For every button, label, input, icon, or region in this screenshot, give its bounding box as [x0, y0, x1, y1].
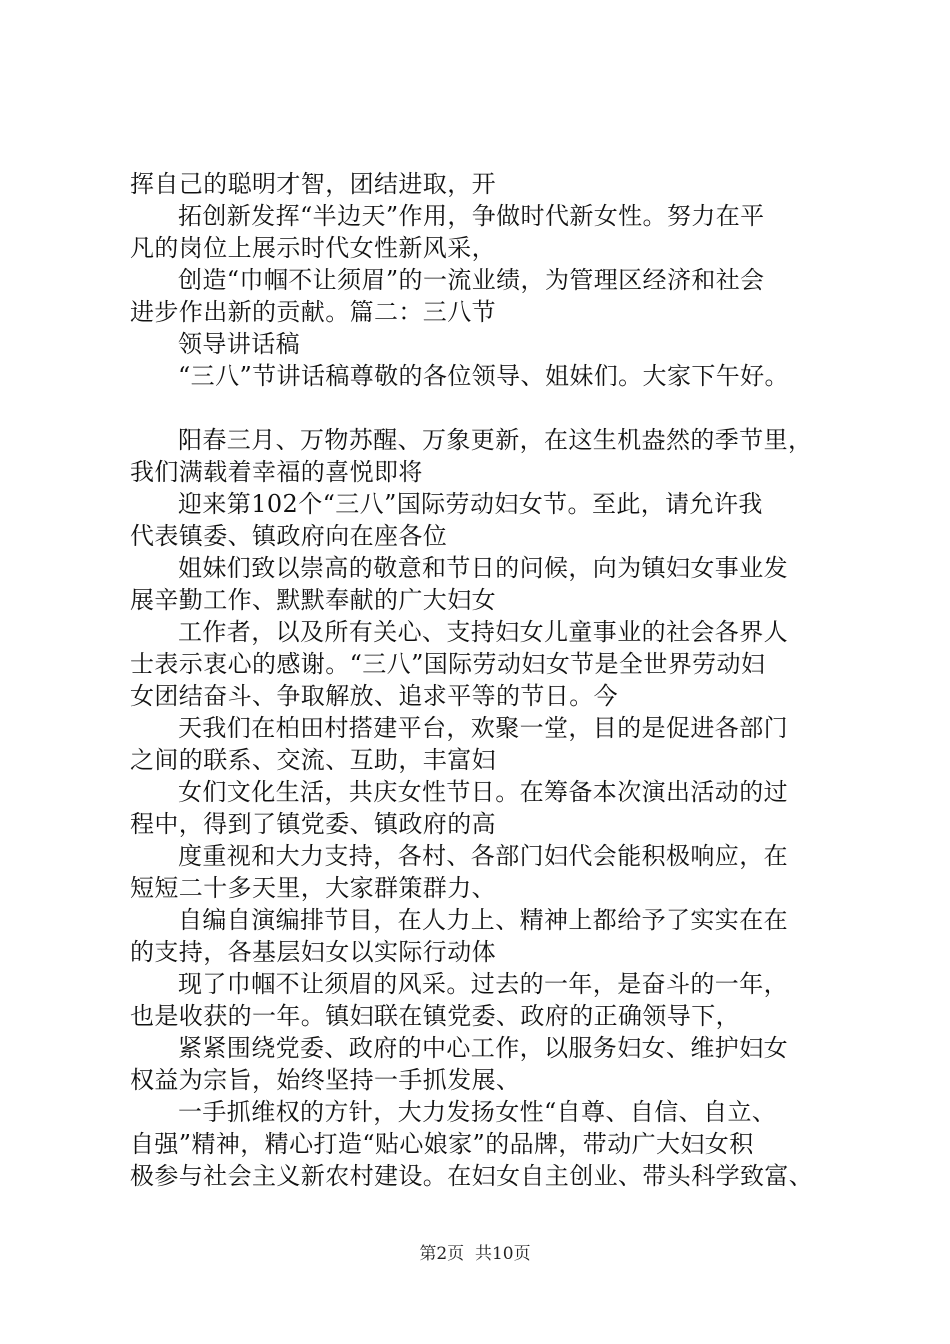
text-line: 女团结奋斗、争取解放、追求平等的节日。今 [130, 682, 618, 710]
text-line: 挥自己的聪明才智，团结进取，开 [130, 170, 496, 198]
text-line: 凡的岗位上展示时代女性新风采， [130, 234, 496, 262]
text-line: 权益为宗旨，始终坚持一手抓发展、 [130, 1066, 521, 1094]
text-line: 之间的联系、交流、互助，丰富妇 [130, 746, 496, 774]
text-line: 拓创新发挥“半边天”作用，争做时代新女性。努力在平 [178, 202, 765, 230]
text-line: 程中，得到了镇党委、镇政府的高 [130, 810, 496, 838]
blank-line [130, 392, 840, 424]
text-line: 自强”精神，精心打造“贴心娘家”的品牌，带动广大妇女积 [130, 1130, 754, 1158]
text-line: 自编自演编排节目，在人力上、精神上都给予了实实在在 [178, 906, 788, 934]
text-line: 女们文化生活，共庆女性节日。在筹备本次演出活动的过 [178, 778, 788, 806]
page-number-label: 第2页 共10页 [419, 1244, 531, 1264]
text-line: 也是收获的一年。镇妇联在镇党委、政府的正确领导下， [130, 1002, 740, 1030]
page-footer [0, 1242, 950, 1266]
text-line: 一手抓维权的方针，大力发扬女性“自尊、自信、自立、 [178, 1098, 777, 1126]
text-line: 现了巾帼不让须眉的风采。过去的一年，是奋斗的一年， [178, 970, 788, 998]
text-line: 进步作出新的贡献。篇二：三八节 [130, 298, 496, 326]
text-line: “三八”节讲话稿尊敬的各位领导、姐妹们。大家下午好。 [178, 362, 789, 390]
text-line: 阳春三月、万物苏醒、万象更新，在这生机盎然的季节里， [178, 426, 813, 454]
text-line: 的支持，各基层妇女以实际行动体 [130, 938, 496, 966]
text-line: 度重视和大力支持，各村、各部门妇代会能积极响应，在 [178, 842, 788, 870]
text-line: 短短二十多天里，大家群策群力、 [130, 874, 496, 902]
text-line: 迎来第102个“三八”国际劳动妇女节。至此，请允许我 [178, 490, 763, 518]
document-body [130, 168, 840, 1192]
text-line: 极参与社会主义新农村建设。在妇女自主创业、带头科学致富、 [130, 1162, 814, 1190]
text-line: 创造“巾帼不让须眉”的一流业绩，为管理区经济和社会 [178, 266, 765, 294]
text-line: 紧紧围绕党委、政府的中心工作，以服务妇女、维护妇女 [178, 1034, 788, 1062]
text-line: 姐妹们致以崇高的敬意和节日的问候，向为镇妇女事业发 [178, 554, 788, 582]
text-line: 天我们在柏田村搭建平台，欢聚一堂，目的是促进各部门 [178, 714, 788, 742]
text-line: 工作者，以及所有关心、支持妇女儿童事业的社会各界人 [178, 618, 788, 646]
text-line: 我们满载着幸福的喜悦即将 [130, 458, 423, 486]
text-line: 士表示衷心的感谢。“三八”国际劳动妇女节是全世界劳动妇 [130, 650, 766, 678]
text-line: 代表镇委、镇政府向在座各位 [130, 522, 448, 550]
text-line: 领导讲话稿 [178, 330, 300, 358]
text-line: 展辛勤工作、默默奉献的广大妇女 [130, 586, 496, 614]
